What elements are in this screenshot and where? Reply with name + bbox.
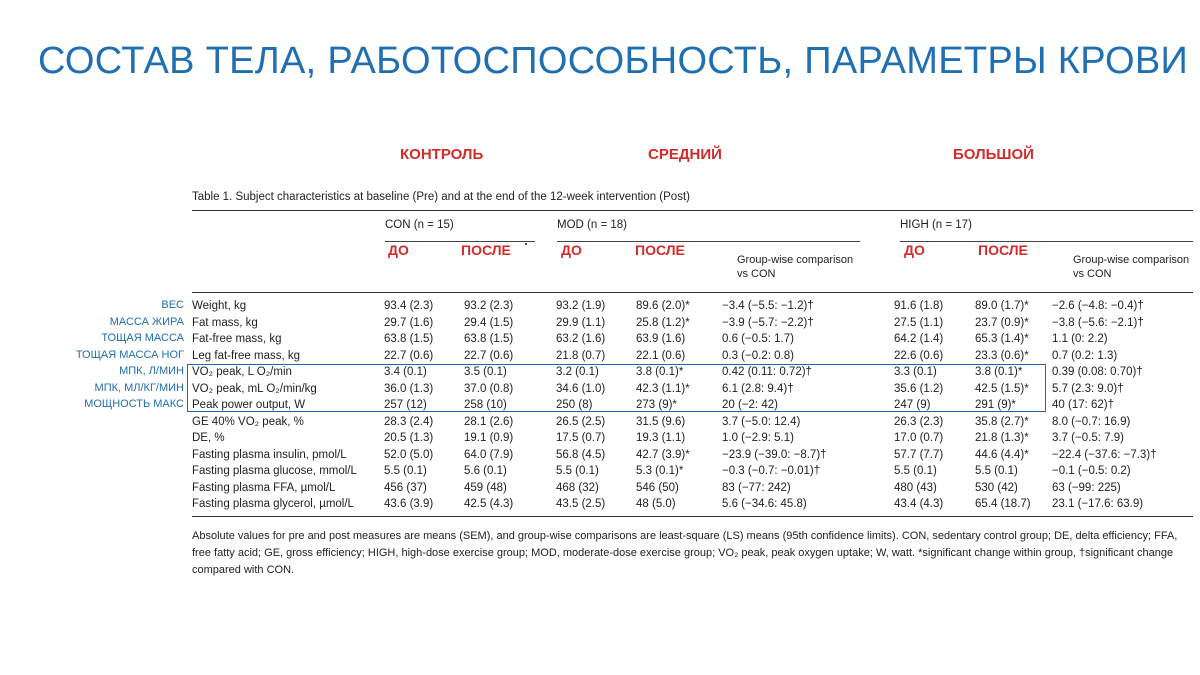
con-post-cell: 93.2 (2.3) <box>464 300 514 312</box>
mod-header-rule <box>557 241 860 242</box>
high-post-cell: 42.5 (1.5)* <box>975 382 1029 395</box>
high-post-cell: 23.3 (0.6)* <box>975 349 1029 362</box>
high-groupwise-cell: 0.7 (0.2: 1.3) <box>1052 349 1118 362</box>
high-groupwise-cell: 8.0 (−0.7: 16.9) <box>1052 415 1131 428</box>
row-label-cell: Fat-free mass, kg <box>192 333 282 345</box>
mod-post-cell: 42.7 (3.9)* <box>636 448 690 461</box>
high-pre-cell: 22.6 (0.6) <box>894 349 944 362</box>
high-groupwise-cell: 1.1 (0: 2.2) <box>1052 333 1108 345</box>
con-post-cell: 29.4 (1.5) <box>464 316 514 329</box>
high-groupwise-cell: 5.7 (2.3: 9.0)† <box>1052 382 1124 395</box>
high-post-cell: 44.6 (4.4)* <box>975 448 1029 461</box>
mod-post-cell: 25.8 (1.2)* <box>636 316 690 329</box>
mod-pre-label: ДО <box>561 242 582 258</box>
mod-post-cell: 22.1 (0.6) <box>636 349 686 362</box>
high-groupwise-cell: 0.39 (0.08: 0.70)† <box>1052 366 1143 378</box>
mod-pre-cell: 63.2 (1.6) <box>556 333 606 345</box>
high-groupwise-cell: 23.1 (−17.6: 63.9) <box>1052 498 1144 510</box>
group-label-moderate: СРЕДНИЙ <box>648 146 722 163</box>
mod-pre-cell: 43.5 (2.5) <box>556 498 606 510</box>
high-groupwise-cell: −22.4 (−37.6: −7.3)† <box>1052 448 1157 461</box>
high-pre-cell: 57.7 (7.7) <box>894 448 944 461</box>
con-pre-cell: 36.0 (1.3) <box>384 382 434 395</box>
con-pre-cell: 28.3 (2.4) <box>384 415 434 428</box>
row-label-cell: Fat mass, kg <box>192 316 258 329</box>
con-pre-cell: 22.7 (0.6) <box>384 349 434 362</box>
column-header-con: CON (n = 15) <box>385 219 454 231</box>
page-title: СОСТАВ ТЕЛА, РАБОТОСПОСОБНОСТЬ, ПАРАМЕТРЫ КРОВИ <box>38 40 1189 82</box>
row-label-cell: VO₂ peak, L O₂/min <box>192 366 292 378</box>
row-label-cell: VO₂ peak, mL O₂/min/kg <box>192 382 317 395</box>
russian-row-labels <box>0 299 184 415</box>
con-post-cell: 459 (48) <box>464 481 507 494</box>
mod-post-cell: 63.9 (1.6) <box>636 333 686 345</box>
mod-groupwise-cell: 20 (−2: 42) <box>722 399 778 411</box>
mod-pre-cell: 250 (8) <box>556 399 593 411</box>
mod-groupwise-header <box>737 253 853 281</box>
mod-post-cell: 42.3 (1.1)* <box>636 382 690 395</box>
con-post-cell: 258 (10) <box>464 399 507 411</box>
mod-pre-cell: 29.9 (1.1) <box>556 316 606 329</box>
row-label-cell: DE, % <box>192 432 225 444</box>
high-groupwise-cell: −2.6 (−4.8: −0.4)† <box>1052 300 1144 312</box>
high-pre-label: ДО <box>904 242 925 258</box>
high-pre-cell: 91.6 (1.8) <box>894 300 944 312</box>
con-pre-cell: 52.0 (5.0) <box>384 448 434 461</box>
row-label-cell: Fasting plasma glucose, mmol/L <box>192 465 357 477</box>
con-post-cell: 3.5 (0.1) <box>464 366 507 378</box>
row-label-cell: Weight, kg <box>192 300 247 312</box>
table-row <box>192 497 1193 514</box>
mod-groupwise-cell: 5.6 (−34.6: 45.8) <box>722 498 807 510</box>
con-pre-label: ДО <box>388 242 409 258</box>
mod-post-cell: 3.8 (0.1)* <box>636 366 684 378</box>
con-pre-cell: 63.8 (1.5) <box>384 333 434 345</box>
side-label: ТОЩАЯ МАССА <box>101 332 184 344</box>
con-post-cell: 42.5 (4.3) <box>464 498 514 510</box>
row-label-cell: GE 40% VO₂ peak, % <box>192 415 304 428</box>
table-bottom-rule <box>192 516 1193 517</box>
con-pre-cell: 29.7 (1.6) <box>384 316 434 329</box>
high-groupwise-cell: 63 (−99: 225) <box>1052 481 1121 494</box>
high-pre-cell: 26.3 (2.3) <box>894 415 944 428</box>
mod-pre-cell: 21.8 (0.7) <box>556 349 606 362</box>
high-groupwise-line2: vs CON <box>1073 268 1112 280</box>
high-post-cell: 5.5 (0.1) <box>975 465 1018 477</box>
high-groupwise-cell: 40 (17: 62)† <box>1052 399 1115 411</box>
side-label: ТОЩАЯ МАССА НОГ <box>75 348 184 361</box>
high-pre-cell: 17.0 (0.7) <box>894 432 944 444</box>
con-post-cell: 64.0 (7.9) <box>464 448 514 461</box>
side-label: МПК, Л/МИН <box>119 365 184 377</box>
mod-groupwise-cell: 83 (−77: 242) <box>722 481 791 494</box>
stray-dot <box>525 243 527 245</box>
con-post-cell: 19.1 (0.9) <box>464 432 514 444</box>
mod-groupwise-cell: 0.3 (−0.2: 0.8) <box>722 349 794 362</box>
con-pre-cell: 5.5 (0.1) <box>384 465 427 477</box>
mod-pre-cell: 17.5 (0.7) <box>556 432 606 444</box>
mod-post-cell: 5.3 (0.1)* <box>636 465 684 477</box>
side-label: ВЕС <box>161 299 184 311</box>
high-post-cell: 35.8 (2.7)* <box>975 415 1029 428</box>
table-row <box>192 299 1193 316</box>
mod-groupwise-cell: −0.3 (−0.7: −0.01)† <box>722 465 821 477</box>
row-label-cell: Leg fat-free mass, kg <box>192 349 301 362</box>
con-post-cell: 5.6 (0.1) <box>464 465 507 477</box>
row-label-cell: Peak power output, W <box>192 399 306 411</box>
high-pre-cell: 35.6 (1.2) <box>894 382 944 395</box>
high-pre-cell: 480 (43) <box>894 481 937 494</box>
mod-pre-cell: 5.5 (0.1) <box>556 465 599 477</box>
high-groupwise-cell: −3.8 (−5.6: −2.1)† <box>1052 316 1144 329</box>
mod-post-cell: 89.6 (2.0)* <box>636 300 690 312</box>
high-groupwise-header <box>1073 253 1189 281</box>
high-pre-cell: 64.2 (1.4) <box>894 333 944 345</box>
high-post-cell: 89.0 (1.7)* <box>975 300 1029 312</box>
high-post-cell: 3.8 (0.1)* <box>975 366 1023 378</box>
mod-post-cell: 31.5 (9.6) <box>636 415 686 428</box>
con-post-cell: 37.0 (0.8) <box>464 382 514 395</box>
mod-pre-cell: 468 (32) <box>556 481 599 494</box>
high-pre-cell: 5.5 (0.1) <box>894 465 937 477</box>
con-post-cell: 63.8 (1.5) <box>464 333 514 345</box>
side-label: МАССА ЖИРА <box>109 315 184 328</box>
high-post-cell: 65.3 (1.4)* <box>975 333 1029 345</box>
mod-pre-cell: 3.2 (0.1) <box>556 366 599 378</box>
high-post-cell: 530 (42) <box>975 481 1018 494</box>
con-post-cell: 22.7 (0.6) <box>464 349 514 362</box>
con-pre-cell: 3.4 (0.1) <box>384 366 427 378</box>
mod-groupwise-line2: vs CON <box>737 268 776 280</box>
table-top-rule <box>192 210 1193 211</box>
row-label-cell: Fasting plasma glycerol, µmol/L <box>192 498 354 510</box>
high-pre-cell: 43.4 (4.3) <box>894 498 944 510</box>
high-pre-cell: 247 (9) <box>894 399 931 411</box>
con-post-cell: 28.1 (2.6) <box>464 415 514 428</box>
mod-pre-cell: 34.6 (1.0) <box>556 382 606 395</box>
header-bottom-rule <box>192 292 1193 293</box>
side-label: МПК, МЛ/КГ/МИН <box>94 381 184 394</box>
table-row <box>192 431 1193 448</box>
table-row <box>192 316 1193 333</box>
mod-post-label: ПОСЛЕ <box>635 242 685 258</box>
mod-groupwise-cell: 3.7 (−5.0: 12.4) <box>722 415 801 428</box>
high-post-cell: 291 (9)* <box>975 399 1016 411</box>
high-post-cell: 23.7 (0.9)* <box>975 316 1029 329</box>
highlight-box <box>187 364 1046 412</box>
side-label: МОЩНОСТЬ МАКС <box>84 398 184 410</box>
mod-post-cell: 546 (50) <box>636 481 679 494</box>
high-header-rule <box>900 241 1193 242</box>
row-label-cell: Fasting plasma FFA, µmol/L <box>192 481 336 494</box>
mod-pre-cell: 93.2 (1.9) <box>556 300 606 312</box>
mod-groupwise-line1: Group-wise comparison <box>737 254 854 266</box>
high-post-label: ПОСЛЕ <box>978 242 1028 258</box>
high-groupwise-line1: Group-wise comparison <box>1073 254 1190 266</box>
column-header-mod: MOD (n = 18) <box>557 219 627 231</box>
mod-post-cell: 19.3 (1.1) <box>636 432 686 444</box>
high-groupwise-cell: −0.1 (−0.5: 0.2) <box>1052 465 1131 477</box>
con-pre-cell: 257 (12) <box>384 399 427 411</box>
con-pre-cell: 456 (37) <box>384 481 427 494</box>
mod-groupwise-cell: −23.9 (−39.0: −8.7)† <box>722 448 827 461</box>
table-row <box>192 464 1193 481</box>
mod-groupwise-cell: 6.1 (2.8: 9.4)† <box>722 382 794 395</box>
table-row <box>192 332 1193 349</box>
table-caption: Table 1. Subject characteristics at baseline (Pre) and at the end of the 12-week intervention (Post) <box>192 191 690 203</box>
table-footnote: Absolute values for pre and post measures are means (SEM), and group-wise comparisons are least-square (LS) means (95th confidence limits). CON, sedentary control group; DE, delta efficiency; FFA, free fatty acid; GE, gross efficiency; HIGH, high-dose exercise group; MOD, moderate-dose exercise group; VO₂ peak, peak oxygen uptake; W, watt. *significant change within group, †significant change compared with CON. <box>192 530 1178 576</box>
mod-groupwise-cell: −3.9 (−5.7: −2.2)† <box>722 316 814 329</box>
mod-post-cell: 273 (9)* <box>636 399 677 411</box>
mod-pre-cell: 26.5 (2.5) <box>556 415 606 428</box>
table-row <box>192 415 1193 432</box>
high-pre-cell: 3.3 (0.1) <box>894 366 937 378</box>
mod-groupwise-cell: −3.4 (−5.5: −1.2)† <box>722 300 814 312</box>
high-post-cell: 65.4 (18.7) <box>975 498 1031 510</box>
mod-groupwise-cell: 1.0 (−2.9: 5.1) <box>722 432 794 444</box>
row-label-cell: Fasting plasma insulin, pmol/L <box>192 448 347 461</box>
table-row <box>192 448 1193 465</box>
con-pre-cell: 43.6 (3.9) <box>384 498 434 510</box>
group-label-control: КОНТРОЛЬ <box>400 146 484 163</box>
mod-groupwise-cell: 0.6 (−0.5: 1.7) <box>722 333 794 345</box>
con-post-label: ПОСЛЕ <box>461 242 511 258</box>
con-pre-cell: 93.4 (2.3) <box>384 300 434 312</box>
mod-post-cell: 48 (5.0) <box>636 498 676 510</box>
con-pre-cell: 20.5 (1.3) <box>384 432 434 444</box>
high-post-cell: 21.8 (1.3)* <box>975 432 1029 444</box>
high-groupwise-cell: 3.7 (−0.5: 7.9) <box>1052 432 1124 444</box>
column-header-high: HIGH (n = 17) <box>900 219 972 231</box>
table-row <box>192 481 1193 498</box>
mod-pre-cell: 56.8 (4.5) <box>556 448 606 461</box>
mod-groupwise-cell: 0.42 (0.11: 0.72)† <box>722 366 812 378</box>
high-pre-cell: 27.5 (1.1) <box>894 316 944 329</box>
table-row <box>192 349 1193 366</box>
group-label-high: БОЛЬШОЙ <box>953 146 1034 163</box>
